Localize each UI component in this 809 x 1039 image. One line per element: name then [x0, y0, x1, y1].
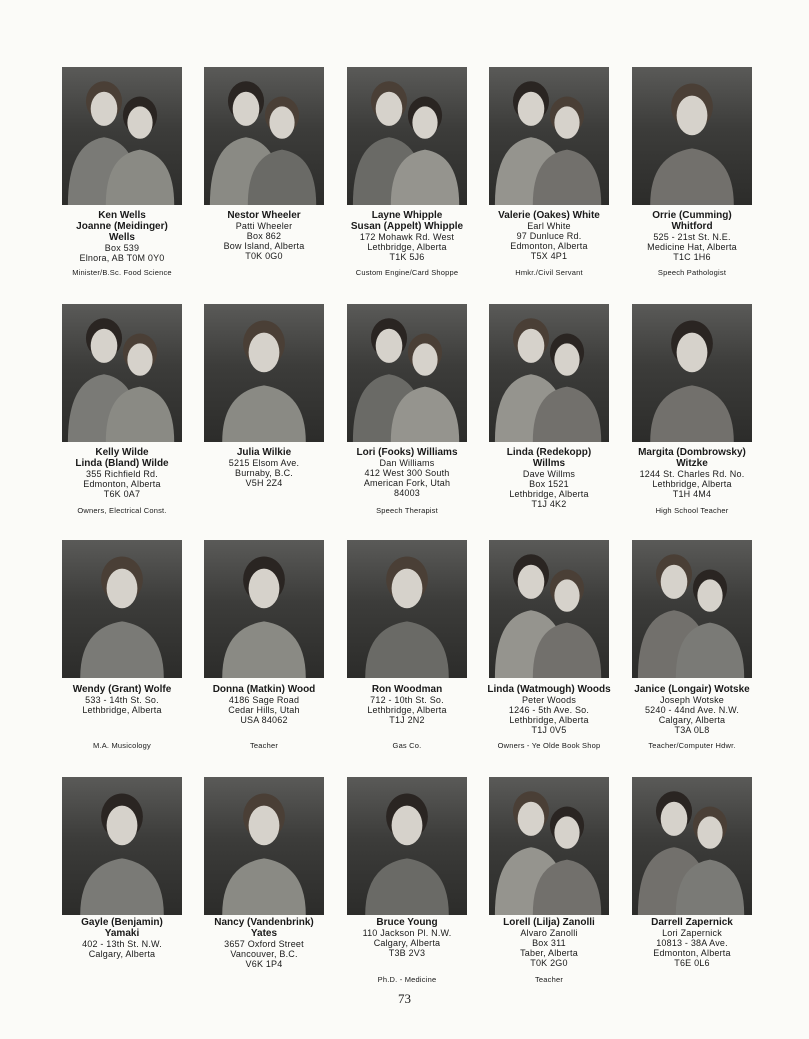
person-name: Willms — [532, 458, 566, 469]
portrait-face — [91, 329, 118, 363]
address-line: Alvaro Zanolli — [520, 928, 578, 938]
person-name: Margita (Dombrowsky) — [638, 447, 746, 458]
portrait-illustration — [632, 540, 752, 678]
address-line: Taber, Alberta — [520, 948, 578, 958]
person-name: Layne Whipple — [371, 210, 443, 221]
portrait-face — [91, 92, 118, 126]
person-name: Lori (Fooks) Williams — [356, 447, 458, 458]
address-line: Edmonton, Alberta — [653, 948, 731, 958]
portrait-face — [249, 569, 280, 609]
portrait-photo — [62, 540, 182, 678]
address-line: Joseph Wotske — [660, 695, 724, 705]
portrait-face — [269, 106, 294, 138]
person-name: Yamaki — [104, 928, 140, 939]
address-line: Box 539 — [104, 243, 140, 253]
entry-text — [189, 447, 339, 488]
portrait-illustration — [204, 777, 324, 915]
address-line: Box 862 — [246, 231, 282, 241]
entry-text — [617, 210, 767, 262]
address-line: Edmonton, Alberta — [510, 241, 588, 251]
address-line: 525 - 21st St. N.E. — [653, 232, 731, 242]
person-name: Julia Wilkie — [236, 447, 292, 458]
address-line: Bow Island, Alberta — [223, 241, 305, 251]
person-name: Valerie (Oakes) White — [498, 210, 600, 221]
entry-text — [47, 447, 197, 499]
person-name: Wendy (Grant) Wolfe — [72, 684, 172, 695]
address-line: T5X 4P1 — [530, 251, 568, 261]
portrait-illustration — [347, 304, 467, 442]
address-line: Box 311 — [532, 938, 566, 948]
entry-text — [617, 447, 767, 499]
portrait-illustration — [489, 540, 609, 678]
portrait-photo — [347, 304, 467, 442]
address-line: T1J 2N2 — [389, 715, 425, 725]
portrait-photo — [489, 777, 609, 915]
portrait-illustration — [489, 777, 609, 915]
address-line: 172 Mohawk Rd. West — [359, 232, 455, 242]
portrait-illustration — [489, 304, 609, 442]
address-line: V6K 1P4 — [245, 959, 283, 969]
address-line: American Fork, Utah — [363, 478, 451, 488]
person-name: Nancy (Vandenbrink) — [214, 917, 314, 928]
portrait-face — [233, 92, 260, 126]
entry-text — [474, 210, 624, 261]
person-name: Lorell (Lilja) Zanolli — [503, 917, 595, 928]
portrait-photo — [347, 67, 467, 205]
person-name: Linda (Bland) Wilde — [75, 458, 169, 469]
address-line: 355 Richfield Rd. — [86, 469, 158, 479]
address-line: T1J 0V5 — [531, 725, 567, 735]
portrait-photo — [347, 777, 467, 915]
person-name: Ron Woodman — [371, 684, 443, 695]
address-line: Vancouver, B.C. — [230, 949, 298, 959]
portrait-photo — [632, 67, 752, 205]
person-name: Kelly Wilde — [95, 447, 149, 458]
person-name: Susan (Appelt) Whipple — [350, 221, 464, 232]
address-line: Dave Willms — [522, 469, 576, 479]
portrait-face — [518, 802, 545, 836]
address-line: Calgary, Alberta — [658, 715, 726, 725]
portrait-face — [661, 802, 688, 836]
address-line: T3B 2V3 — [388, 948, 426, 958]
portrait-body — [222, 858, 306, 915]
portrait-photo — [62, 777, 182, 915]
portrait-illustration — [204, 540, 324, 678]
address-line: Calgary, Alberta — [88, 949, 156, 959]
entry-text — [617, 917, 767, 968]
portrait-body — [80, 621, 164, 678]
portrait-body — [365, 858, 449, 915]
occupation: Teacher/Computer Hdwr. — [648, 741, 736, 750]
entry-text — [617, 684, 767, 735]
address-line: 4186 Sage Road — [228, 695, 300, 705]
portrait-face — [127, 106, 152, 138]
portrait-illustration — [632, 67, 752, 205]
address-line: Edmonton, Alberta — [83, 479, 161, 489]
address-line: Lethbridge, Alberta — [367, 705, 447, 715]
entry-text — [47, 210, 197, 263]
person-name: Wells — [109, 232, 135, 243]
portrait-face — [697, 816, 722, 848]
portrait-face — [376, 329, 403, 363]
occupation: Speech Pathologist — [657, 268, 727, 277]
occupation: High School Teacher — [655, 506, 729, 515]
portrait-illustration — [62, 67, 182, 205]
address-line: 3657 Oxford Street — [224, 939, 304, 949]
address-line: Cedar Hills, Utah — [228, 705, 300, 715]
portrait-photo — [347, 540, 467, 678]
portrait-face — [376, 92, 403, 126]
address-line: Lori Zapernick — [662, 928, 722, 938]
occupation: Speech Therapist — [376, 506, 438, 515]
address-line: Elnora, AB T0M 0Y0 — [79, 253, 165, 263]
person-name: Witzke — [676, 458, 708, 469]
portrait-illustration — [204, 304, 324, 442]
entry-text — [474, 447, 624, 509]
portrait-photo — [62, 304, 182, 442]
portrait-body — [650, 385, 734, 442]
entry-text — [474, 684, 624, 735]
address-line: 5215 Elsom Ave. — [228, 458, 300, 468]
portrait-face — [412, 106, 437, 138]
person-name: Joanne (Meidinger) — [76, 221, 168, 232]
person-name: Ken Wells — [98, 210, 146, 221]
portrait-face — [518, 92, 545, 126]
occupation: Custom Engine/Card Shoppe — [355, 268, 459, 277]
portrait-photo — [204, 304, 324, 442]
portrait-illustration — [347, 777, 467, 915]
address-line: T1H 4M4 — [672, 489, 712, 499]
portrait-photo — [489, 540, 609, 678]
address-line: T1J 4K2 — [531, 499, 567, 509]
portrait-face — [554, 106, 579, 138]
portrait-illustration — [62, 777, 182, 915]
portrait-face — [554, 579, 579, 611]
person-name: Linda (Watmough) Woods — [487, 684, 611, 695]
address-line: 5240 - 44nd Ave. N.W. — [644, 705, 740, 715]
portrait-body — [80, 858, 164, 915]
entry-text — [332, 917, 482, 958]
portrait-face — [107, 806, 138, 846]
person-name: Darrell Zapernick — [651, 917, 733, 928]
address-line: Lethbridge, Alberta — [509, 489, 589, 499]
person-name: Bruce Young — [376, 917, 438, 928]
person-name: Janice (Longair) Wotske — [634, 684, 750, 695]
portrait-face — [677, 333, 708, 373]
entry-text — [332, 447, 482, 498]
portrait-illustration — [632, 304, 752, 442]
portrait-photo — [204, 67, 324, 205]
portrait-illustration — [347, 67, 467, 205]
portrait-body — [222, 385, 306, 442]
person-name: Donna (Matkin) Wood — [212, 684, 316, 695]
portrait-illustration — [632, 777, 752, 915]
occupation: Owners - Ye Olde Book Shop — [497, 741, 601, 750]
portrait-photo — [489, 304, 609, 442]
address-line: V5H 2Z4 — [245, 478, 283, 488]
person-name: Linda (Redekopp) — [506, 447, 592, 458]
address-line: Calgary, Alberta — [373, 938, 441, 948]
person-name: Whitford — [671, 221, 713, 232]
entry-text — [332, 684, 482, 725]
address-line: 97 Dunluce Rd. — [516, 231, 582, 241]
address-line: 402 - 13th St. N.W. — [82, 939, 162, 949]
portrait-body — [650, 148, 734, 205]
entry-text — [189, 917, 339, 969]
address-line: T6K 0A7 — [103, 489, 141, 499]
portrait-illustration — [204, 67, 324, 205]
address-line: T1C 1H6 — [673, 252, 711, 262]
portrait-photo — [204, 540, 324, 678]
portrait-face — [107, 569, 138, 609]
address-line: 10813 - 38A Ave. — [656, 938, 728, 948]
address-line: Lethbridge, Alberta — [652, 479, 732, 489]
address-line: T3A 0L8 — [674, 725, 710, 735]
portrait-face — [518, 565, 545, 599]
portrait-face — [392, 569, 423, 609]
entry-text — [47, 917, 197, 959]
portrait-photo — [632, 304, 752, 442]
address-line: T1K 5J6 — [389, 252, 425, 262]
address-line: Peter Woods — [521, 695, 577, 705]
portrait-face — [554, 343, 579, 375]
address-line: Patti Wheeler — [235, 221, 293, 231]
portrait-face — [697, 579, 722, 611]
address-line: T0K 0G0 — [245, 251, 283, 261]
entry-text — [189, 684, 339, 725]
entry-text — [189, 210, 339, 261]
portrait-face — [249, 806, 280, 846]
person-name: Orrie (Cumming) — [652, 210, 732, 221]
portrait-face — [249, 333, 280, 373]
person-name: Gayle (Benjamin) — [81, 917, 163, 928]
occupation: Teacher — [534, 975, 564, 984]
portrait-photo — [62, 67, 182, 205]
entry-text — [474, 917, 624, 968]
portrait-face — [661, 565, 688, 599]
address-line: Lethbridge, Alberta — [367, 242, 447, 252]
occupation: Hmkr./Civil Servant — [515, 268, 583, 277]
page-number: 73 — [398, 991, 411, 1006]
address-line: T0K 2G0 — [530, 958, 568, 968]
address-line: Dan Williams — [379, 458, 435, 468]
portrait-face — [392, 806, 423, 846]
address-line: Lethbridge, Alberta — [82, 705, 162, 715]
portrait-illustration — [62, 540, 182, 678]
address-line: Burnaby, B.C. — [235, 468, 293, 478]
entry-text — [47, 684, 197, 715]
occupation: M.A. Musicology — [92, 741, 152, 750]
address-line: Box 1521 — [529, 479, 569, 489]
portrait-photo — [489, 67, 609, 205]
address-line: Earl White — [527, 221, 571, 231]
entry-text — [332, 210, 482, 262]
person-name: Nestor Wheeler — [227, 210, 301, 221]
portrait-face — [412, 343, 437, 375]
portrait-illustration — [62, 304, 182, 442]
portrait-face — [554, 816, 579, 848]
address-line: 1246 - 5th Ave. So. — [508, 705, 590, 715]
portrait-face — [127, 343, 152, 375]
address-line: 84003 — [393, 488, 421, 498]
portrait-body — [222, 621, 306, 678]
portrait-face — [677, 96, 708, 136]
portrait-illustration — [347, 540, 467, 678]
occupation: Owners, Electrical Const. — [77, 506, 167, 515]
address-line: Medicine Hat, Alberta — [647, 242, 737, 252]
address-line: 533 - 14th St. So. — [85, 695, 159, 705]
portrait-photo — [204, 777, 324, 915]
address-line: 110 Jackson Pl. N.W. — [362, 928, 452, 938]
address-line: 412 West 300 South — [364, 468, 450, 478]
portrait-illustration — [489, 67, 609, 205]
occupation: Gas Co. — [392, 741, 422, 750]
person-name: Yates — [250, 928, 278, 939]
address-line: USA 84062 — [240, 715, 288, 725]
address-line: 712 - 10th St. So. — [370, 695, 444, 705]
portrait-photo — [632, 540, 752, 678]
portrait-body — [365, 621, 449, 678]
portrait-face — [518, 329, 545, 363]
address-line: 1244 St. Charles Rd. No. — [639, 469, 745, 479]
occupation: Ph.D. - Medicine — [377, 975, 437, 984]
address-line: Lethbridge, Alberta — [509, 715, 589, 725]
occupation: Minister/B.Sc. Food Science — [72, 268, 172, 277]
portrait-photo — [632, 777, 752, 915]
occupation: Teacher — [249, 741, 279, 750]
address-line: T6E 0L6 — [674, 958, 710, 968]
